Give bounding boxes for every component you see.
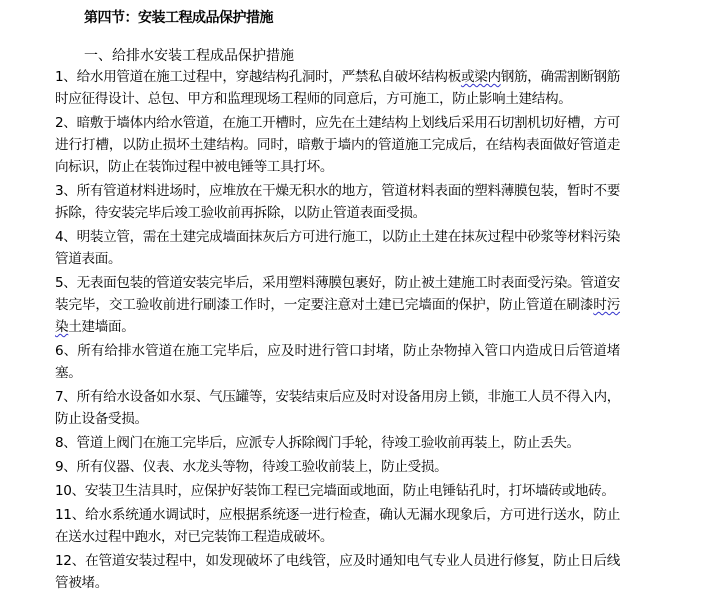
paragraph-2 bbox=[55, 112, 620, 178]
paragraph-8 bbox=[55, 432, 620, 454]
paragraph-text: 10、安装卫生洁具时，应保护好装饰工程已完墙面或地面，防止电锤钻孔时，打坏墙砖或地砖。 bbox=[55, 483, 615, 499]
paragraph-6 bbox=[55, 340, 620, 384]
paragraph-text: 2、暗敷于墙体内给水管道，在施工开槽时，应先在土建结构上划线后采用石切割机切好槽，方可进行打槽，以防止损坏土建结构。同时，暗敷于墙内的管道施工完成后，在结构表面做好管道走向标识，防止在装饰过程中被电锤等工具打坏。 bbox=[55, 115, 620, 175]
paragraph-text: 8、管道上阀门在施工完毕后，应派专人拆除阀门手轮，待竣工验收前再装上，防止丢失。 bbox=[55, 435, 580, 451]
paragraph-text: 9、所有仪器、仪表、水龙头等物，待竣工验收前装上，防止受损。 bbox=[55, 459, 448, 475]
paragraph-11 bbox=[55, 504, 620, 548]
paragraph-4 bbox=[55, 226, 620, 270]
paragraph-1 bbox=[55, 66, 620, 110]
paragraph-12 bbox=[55, 550, 620, 594]
paragraph-text: 1、给水用管道在施工过程中，穿越结构孔洞时，严禁私自破坏结构板 bbox=[55, 69, 461, 85]
paragraph-text: 6、所有给排水管道在施工完毕后，应及时进行管口封堵，防止杂物掉入管口内造成日后管道堵塞。 bbox=[55, 343, 620, 381]
section-title: 第四节：安装工程成品保护措施 bbox=[84, 10, 273, 26]
paragraph-3 bbox=[55, 180, 620, 224]
paragraph-text: 5、无表面包装的管道安装完毕后，采用塑料薄膜包裹好，防止被土建施工时表面受污染。管道安装完毕，交工验收前进行刷漆工作时，一定要注意对土建已完墙面的保护，防止管道在刷漆 bbox=[55, 275, 620, 313]
paragraph-7 bbox=[55, 386, 620, 430]
paragraph-text: 3、所有管道材料进场时，应堆放在干燥无积水的地方，管道材料表面的塑料薄膜包装，暂时不要拆除，待安装完毕后竣工验收前再拆除，以防止管道表面受损。 bbox=[55, 183, 620, 221]
paragraph-text: 土建墙面。 bbox=[68, 319, 135, 335]
document-body bbox=[55, 66, 620, 596]
grammar-marked-text[interactable]: 或梁内 bbox=[460, 69, 501, 85]
paragraph-text: 4、明装立管，需在土建完成墙面抹灰后方可进行施工，以防止土建在抹灰过程中砂浆等材料污染管道表面。 bbox=[55, 229, 620, 267]
grammar-marked-text[interactable]: 时污染 bbox=[55, 297, 620, 335]
paragraph-text: 12、在管道安装过程中，如发现破坏了电线管，应及时通知电气专业人员进行修复，防止日后线管被堵。 bbox=[55, 553, 620, 591]
paragraph-text: 11、给水系统通水调试时，应根据系统逐一进行检查，确认无漏水现象后，方可进行送水，防止在送水过程中跑水，对已完装饰工程造成破坏。 bbox=[55, 507, 620, 545]
paragraph-5 bbox=[55, 272, 620, 338]
subsection-heading: 一、给排水安装工程成品保护措施 bbox=[84, 48, 294, 64]
paragraph-10 bbox=[55, 480, 620, 502]
paragraph-text: 7、所有给水设备如水泵、气压罐等，安装结束后应及时对设备用房上锁，非施工人员不得入内，防止设备受损。 bbox=[55, 389, 620, 427]
paragraph-text: 钢筋，确需割断钢筋时应征得设计、总包、甲方和监理现场工程师的同意后，方可施工，防止影响土建结构。 bbox=[55, 69, 620, 107]
paragraph-9 bbox=[55, 456, 620, 478]
